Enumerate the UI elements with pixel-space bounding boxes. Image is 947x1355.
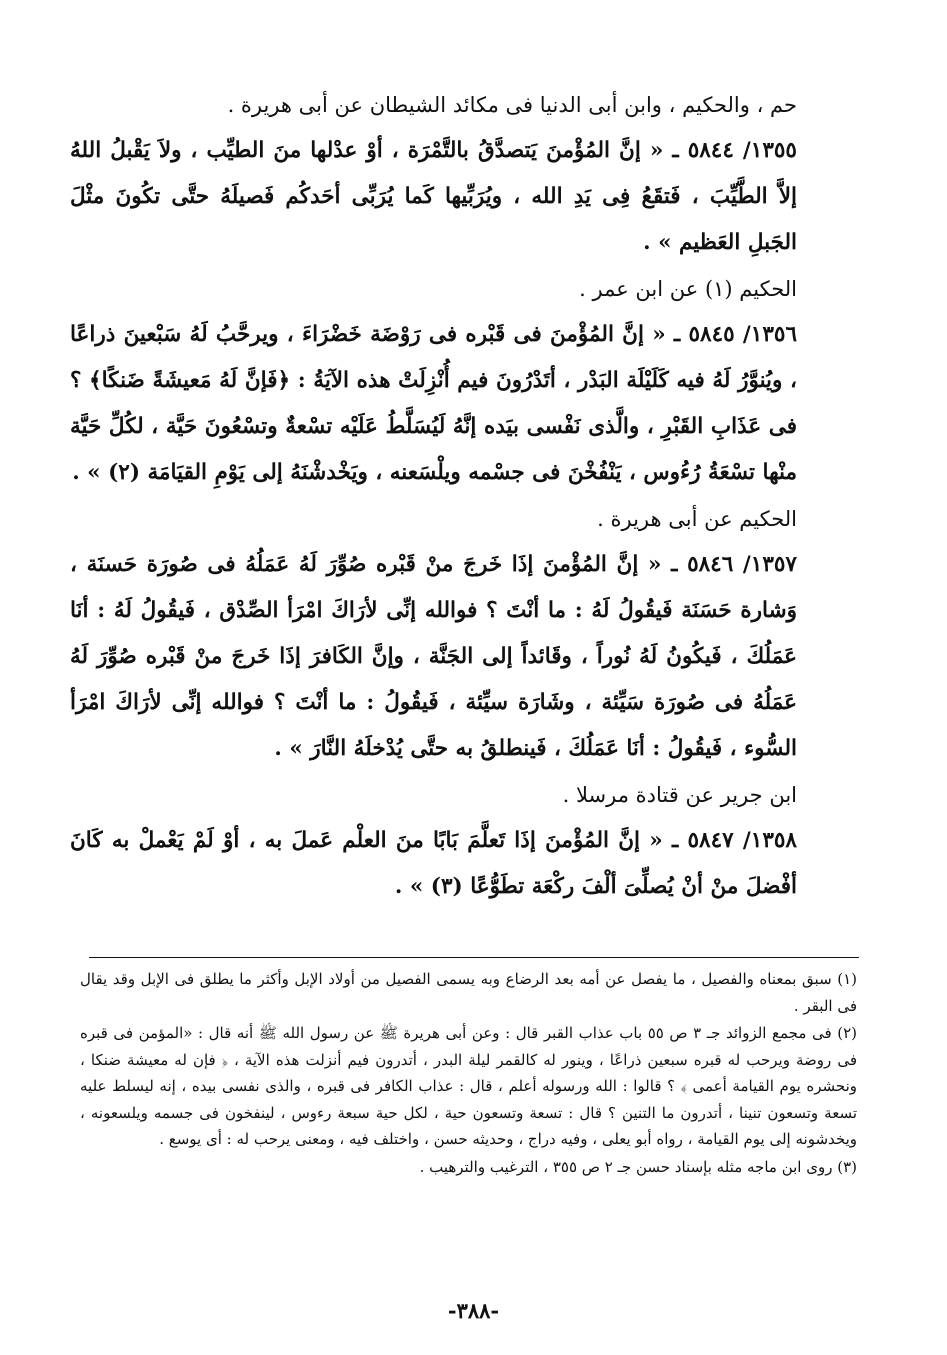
footnote-divider <box>89 957 859 958</box>
hadith-1358 <box>70 818 797 910</box>
page-number: -٣٨٨- <box>447 1298 500 1323</box>
footnote-2: (٢) فى مجمع الزوائد جـ ٣ ص ٥٥ باب عذاب القبر قال : وعن أبى هريرة ﷺ عن رسول الله ﷺ أنه قال : «المؤمن فى قبره فى روضة ويرحب له قبره سبعين ذراعًا ، وينور له كالقمر ليلة البدر ، أتدرون فيم أنزلت هذه الآية ، ﴿ فإن له معيشة ضنكا ، ونحشره يوم القيامة أعمى ﴾ ؟ قالوا : الله ورسوله أعلم ، قال : عذاب الكافر فى قبره ، والذى نفسى بيده ، إنه ليسلط عليه تسعة وتسعون تنينا ، أتدرون ما التنين ؟ قال : تسعة وتسعون حية ، لكل حية سبعة رءوس ، لينفخون فى جسمه ويلسعونه ، ويخدشونه إلى يوم القيامة ، رواه أبو يعلى ، وفيه دراج ، وحديثه حسن ، واختلف فيه ، ومعنى يرحب له : أى يوسع . <box>80 1024 857 1148</box>
source-line: حم ، والحكيم ، وابن أبى الدنيا فى مكائد الشيطان عن أبى هريرة . <box>227 93 797 117</box>
hadith-1355 <box>70 128 797 266</box>
source-line: الحكيم (١) عن ابن عمر . <box>579 277 797 301</box>
hadith-text: « إنَّ المُؤْمنَ فى قَبْره فى رَوْضَة خَضْرَاءَ ، ويرحَّبُ لَهُ سَبْعينَ ذراعًا ، ويُنوَّرُ لَهُ فيه كَلَيْلَة البَدْر ، أتَدْرُونَ فيم أُنْزِلَتْ هذه الآيَةُ : ﴿فَإنَّ لَهُ مَعيشَةً ضَنكًا﴾ ؟ فى عَذَابِ القَبْرِ ، والَّذى نَفْسى بيَده إنَّهُ لَيُسَلَّطُ عَلَيْه تسْعةٌ وتسْعُونَ حَيَّة ، لكُلِّ حَيَّة منْها تسْعَةُ رُءُوس ، يَنْفُخْنَ فى جسْمه ويلْسَعنه ، ويَخْدشْنَهُ إلى يَوْمِ القيَامَة (٢) » . <box>70 322 797 485</box>
source-line: ابن جرير عن قتادة مرسلا . <box>562 783 797 807</box>
footnote-1: (١) سبق بمعناه والفصيل ، ما يفصل عن أمه بعد الرضاع وبه يسمى الفصيل من أولاد الإبل وأكثر ما يطلق فى الإبل وقد يقال فى البقر . <box>80 970 857 1015</box>
hadith-text: « إنَّ المُؤْمنَ إذَا خَرجَ منْ قَبْره صُوِّرَ لَهُ عَمَلُهُ فى صُورَة حَسنَة ، وَشارة حَسَنَة فَيقُولُ لَهُ : ما أنْتَ ؟ فوالله إنِّى لأرَاكَ امْرَأ الصِّدْق ، فَيقُولُ لَهُ : أنَا عَمَلُكَ ، فَيكُونُ لَهُ نُوراً ، وقَائداً إلى الجَنَّة ، وإنَّ الكَافرَ إذَا خَرجَ منْ قَبْره صُوِّرَ لَهُ عَمَلُهُ فى صُورَة سَيِّئة ، وشَارَة سيِّئة ، فَيقُولُ : ما أنْتَ ؟ فوالله إنِّى لأرَاكَ امْرَأ السُّوء ، فَيقُولُ : أنَا عَمَلُكَ ، فَينطلقُ به حتَّى يُدْخلَهُ النَّارَ » . <box>70 552 797 761</box>
hadith-1357 <box>70 542 797 772</box>
footnotes <box>80 966 857 1181</box>
hadith-text: « إنَّ المُؤْمنَ يَتصدَّقُ بالتَّمْرَة ، أوْ عدْلها منَ الطيِّب ، ولاَ يَقْبلُ اللهُ إلاَّ الطَّيِّبَ ، فَتقَعُ فِى يَدِ الله ، ويُرَبِّيها كَما يُرَبِّى أحَدكُم فَصيلَهُ حتَّى تكُونَ مثْلَ الجَبلِ العَظيم » . <box>70 138 797 255</box>
hadith-number: ١٣٥٧/ ٥٨٤٦ ـ <box>671 552 797 577</box>
hadith-number: ١٣٥٥/ ٥٨٤٤ ـ <box>672 138 797 163</box>
hadith-number: ١٣٥٨/ ٥٨٤٧ ـ <box>671 828 797 853</box>
footnote-3: (٣) روى ابن ماجه مثله بإسناد حسن جـ ٢ ص ٣٥٥ ، الترغيب والترهيب . <box>419 1157 857 1176</box>
hadith-1356 <box>70 312 797 496</box>
main-text <box>70 82 797 910</box>
hadith-text: « إنَّ المُؤْمنَ إذَا تَعلَّمَ بَابًا منَ العلْم عَملَ به ، أوْ لَمْ يَعْملْ به كَانَ أفْضلَ منْ أنْ يُصلِّىَ ألْفَ ركْعَة تطَوُّعًا (٣) » . <box>70 828 797 899</box>
hadith-number: ١٣٥٦/ ٥٨٤٥ ـ <box>673 322 797 347</box>
source-line: الحكيم عن أبى هريرة . <box>597 507 797 531</box>
